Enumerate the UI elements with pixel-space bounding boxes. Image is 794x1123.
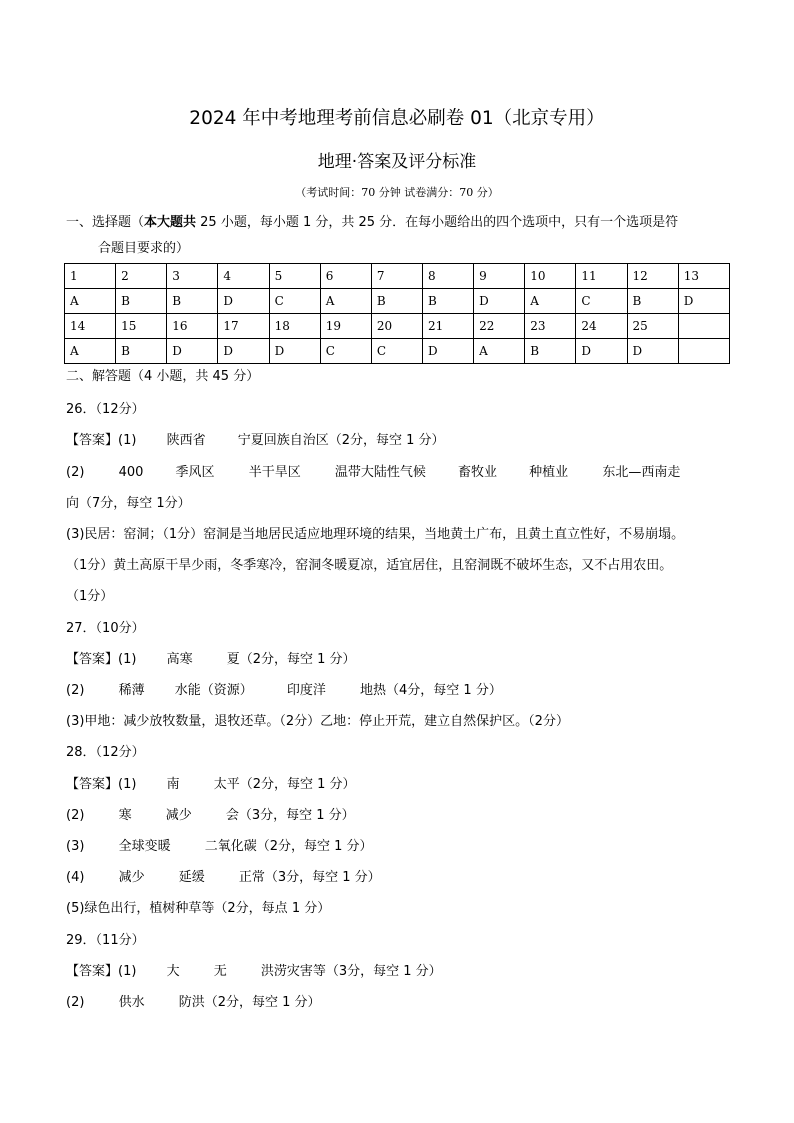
table-cell: 19 bbox=[320, 314, 371, 339]
answer-blank: 东北—西南走 bbox=[602, 465, 681, 480]
table-cell: D bbox=[218, 339, 269, 364]
table-cell: A bbox=[474, 339, 525, 364]
q29-answer-1 bbox=[66, 960, 442, 979]
answer-blank: 高寒 bbox=[166, 652, 193, 667]
table-cell: 6 bbox=[320, 264, 371, 289]
answer-subtitle: 地理·答案及评分标准 bbox=[317, 152, 477, 172]
section1-bold: 本大题共 bbox=[144, 215, 197, 230]
table-cell: 23 bbox=[525, 314, 576, 339]
answer-label: 【答案】(1) bbox=[66, 964, 137, 979]
table-cell: 14 bbox=[65, 314, 116, 339]
table-cell: D bbox=[627, 339, 678, 364]
answer-blank: 宁夏回族自治区（2分，每空 1 分） bbox=[237, 433, 445, 448]
answer-blank: 延缓 bbox=[178, 870, 205, 885]
q26-answer-3c: （1分） bbox=[66, 589, 114, 604]
table-cell: C bbox=[320, 339, 371, 364]
table-cell: 9 bbox=[474, 264, 525, 289]
answer-blank: 南 bbox=[166, 777, 180, 792]
answer-label: 【答案】(1) bbox=[66, 777, 137, 792]
table-cell: B bbox=[167, 289, 218, 314]
table-cell: A bbox=[320, 289, 371, 314]
table-cell: A bbox=[525, 289, 576, 314]
q27-answer-3: (3)甲地：减少放牧数量，退牧还草。（2分）乙地：停止开荒，建立自然保护区。（2分） bbox=[66, 714, 569, 729]
answer-blank: 大 bbox=[166, 964, 180, 979]
table-cell: A bbox=[65, 339, 116, 364]
q28-answer-5: (5)绿色出行，植树种草等（2分，每点 1 分） bbox=[66, 901, 331, 916]
answer-table bbox=[64, 263, 730, 364]
table-cell: B bbox=[371, 289, 422, 314]
table-cell: 7 bbox=[371, 264, 422, 289]
answer-blank: 洪涝灾害等（3分，每空 1 分） bbox=[260, 964, 442, 979]
table-cell: 24 bbox=[576, 314, 627, 339]
q29-answer-2 bbox=[66, 991, 321, 1010]
q26-answer-2-cont: 向（7分，每空 1分） bbox=[66, 496, 191, 511]
answer-label: (2) bbox=[66, 465, 85, 480]
answer-label: (2) bbox=[66, 683, 85, 698]
table-cell: 11 bbox=[576, 264, 627, 289]
answer-blank: 防洪（2分，每空 1 分） bbox=[178, 995, 321, 1010]
answer-blank: 太平（2分，每空 1 分） bbox=[213, 777, 356, 792]
answer-label: (2) bbox=[66, 808, 85, 823]
table-cell bbox=[678, 314, 729, 339]
table-cell: B bbox=[116, 289, 167, 314]
q29-heading: 29．（11分） bbox=[66, 933, 145, 948]
answer-blank: 印度洋 bbox=[286, 683, 326, 698]
table-cell bbox=[678, 339, 729, 364]
table-cell: C bbox=[269, 289, 320, 314]
answer-blank: 半干旱区 bbox=[248, 465, 301, 480]
table-row-numbers bbox=[65, 264, 730, 289]
answer-blank: 温带大陆性气候 bbox=[334, 465, 426, 480]
answer-label: 【答案】(1) bbox=[66, 652, 137, 667]
table-cell: 5 bbox=[269, 264, 320, 289]
table-cell: 18 bbox=[269, 314, 320, 339]
table-cell: B bbox=[116, 339, 167, 364]
answer-blank: 二氧化碳（2分，每空 1 分） bbox=[204, 839, 373, 854]
q27-answer-1 bbox=[66, 648, 356, 667]
q26-answer-3a: (3)民居：窑洞；（1分）窑洞是当地居民适应地理环境的结果，当地黄土广布，且黄土直立性好，不易崩塌。 bbox=[66, 527, 685, 542]
table-cell: 21 bbox=[422, 314, 473, 339]
table-cell: D bbox=[474, 289, 525, 314]
table-cell: 12 bbox=[627, 264, 678, 289]
exam-title: 2024 年中考地理考前信息必刷卷 01（北京专用） bbox=[189, 108, 605, 129]
table-cell: D bbox=[218, 289, 269, 314]
table-cell: 25 bbox=[627, 314, 678, 339]
q28-answer-4 bbox=[66, 866, 381, 885]
table-cell: A bbox=[65, 289, 116, 314]
q26-answer-1 bbox=[66, 429, 445, 448]
table-cell: B bbox=[525, 339, 576, 364]
table-cell: D bbox=[269, 339, 320, 364]
table-cell: 1 bbox=[65, 264, 116, 289]
q28-answer-3 bbox=[66, 835, 373, 854]
table-cell: 20 bbox=[371, 314, 422, 339]
answer-blank: 陕西省 bbox=[166, 433, 206, 448]
section2-heading: 二、解答题（4 小题，共 45 分） bbox=[66, 369, 260, 384]
answer-blank: 夏（2分，每空 1 分） bbox=[226, 652, 356, 667]
table-cell: B bbox=[627, 289, 678, 314]
table-cell: 13 bbox=[678, 264, 729, 289]
answer-label: (3) bbox=[66, 839, 85, 854]
section1-rest: 25 小题，每小题 1 分，共 25 分．在每小题给出的四个选项中，只有一个选项是符 bbox=[196, 215, 679, 230]
q28-answer-2 bbox=[66, 804, 355, 823]
table-cell: C bbox=[576, 289, 627, 314]
q27-answer-2 bbox=[66, 679, 502, 698]
table-cell: C bbox=[371, 339, 422, 364]
q26-heading: 26．（12分） bbox=[66, 402, 145, 417]
answer-blank: 寒 bbox=[118, 808, 132, 823]
answer-blank: 稀薄 bbox=[118, 683, 145, 698]
table-row-answers bbox=[65, 289, 730, 314]
q27-heading: 27．（10分） bbox=[66, 621, 145, 636]
answer-blank: 供水 bbox=[118, 995, 145, 1010]
answer-blank: 减少 bbox=[165, 808, 192, 823]
answer-blank: 畜牧业 bbox=[458, 465, 498, 480]
table-cell: 2 bbox=[116, 264, 167, 289]
section1-line2: 合题目要求的） bbox=[98, 241, 190, 256]
table-cell: 4 bbox=[218, 264, 269, 289]
answer-blank: 正常（3分，每空 1 分） bbox=[238, 870, 381, 885]
table-cell: D bbox=[576, 339, 627, 364]
answer-blank: 无 bbox=[213, 964, 227, 979]
q26-answer-2 bbox=[66, 461, 680, 480]
answer-label: 【答案】(1) bbox=[66, 433, 137, 448]
answer-label: (4) bbox=[66, 870, 85, 885]
table-cell: 3 bbox=[167, 264, 218, 289]
answer-blank: 减少 bbox=[118, 870, 145, 885]
table-cell: 8 bbox=[422, 264, 473, 289]
q28-answer-1 bbox=[66, 773, 356, 792]
section1-prefix: 一、选择题（ bbox=[66, 215, 145, 230]
answer-label: (2) bbox=[66, 995, 85, 1010]
answer-blank: 种植业 bbox=[529, 465, 569, 480]
table-cell: D bbox=[678, 289, 729, 314]
answer-blank: 季风区 bbox=[175, 465, 215, 480]
table-cell: 22 bbox=[474, 314, 525, 339]
table-cell: B bbox=[422, 289, 473, 314]
answer-blank: 水能（资源） bbox=[174, 683, 253, 698]
q28-heading: 28．（12分） bbox=[66, 745, 145, 760]
table-cell: 10 bbox=[525, 264, 576, 289]
answer-blank: 400 bbox=[118, 465, 144, 480]
answer-blank: 全球变暖 bbox=[118, 839, 171, 854]
table-row-numbers bbox=[65, 314, 730, 339]
table-cell: D bbox=[422, 339, 473, 364]
exam-meta: （考试时间：70 分钟 试卷满分：70 分） bbox=[295, 186, 499, 199]
table-row-answers bbox=[65, 339, 730, 364]
answer-blank: 会（3分，每空 1 分） bbox=[225, 808, 355, 823]
section1-line1 bbox=[66, 211, 678, 230]
answer-blank: 地热（4分，每空 1 分） bbox=[360, 683, 502, 698]
table-cell: 15 bbox=[116, 314, 167, 339]
table-cell: 17 bbox=[218, 314, 269, 339]
table-cell: 16 bbox=[167, 314, 218, 339]
table-cell: D bbox=[167, 339, 218, 364]
q26-answer-3b: （1分）黄土高原干旱少雨，冬季寒冷，窑洞冬暖夏凉，适宜居住，且窑洞既不破坏生态，又不占用农田。 bbox=[66, 558, 673, 573]
